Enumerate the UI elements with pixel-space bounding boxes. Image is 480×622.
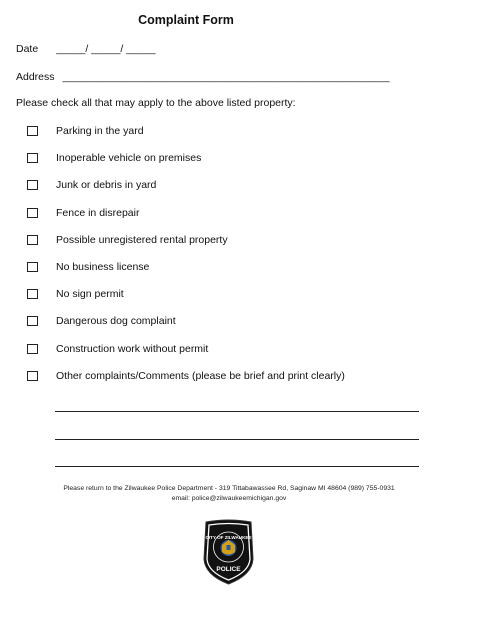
address-label: Address	[16, 71, 55, 83]
checkbox[interactable]	[27, 235, 38, 245]
date-field[interactable]: _____/ _____/ _____	[56, 43, 156, 55]
checklist-item[interactable]	[27, 314, 345, 341]
checklist-item[interactable]	[27, 233, 345, 260]
checklist-instructions: Please check all that may apply to the above listed property:	[16, 97, 296, 109]
checkbox[interactable]	[27, 344, 38, 354]
checklist-item[interactable]	[27, 178, 345, 205]
checklist-item[interactable]	[27, 206, 345, 233]
checkbox-label: Dangerous dog complaint	[56, 315, 176, 328]
checkbox[interactable]	[27, 126, 38, 136]
checkbox-label: No sign permit	[56, 288, 124, 301]
comment-line[interactable]	[55, 439, 419, 440]
checkbox-label: Other complaints/Comments (please be brief and print clearly)	[56, 369, 345, 382]
complaint-checklist	[27, 124, 345, 396]
date-label: Date	[16, 43, 39, 55]
checkbox[interactable]	[27, 262, 38, 272]
address-field[interactable]: ________________________________________________________	[62, 71, 390, 83]
checkbox-label: Fence in disrepair	[56, 206, 140, 219]
checkbox[interactable]	[27, 316, 38, 326]
checklist-item[interactable]	[27, 260, 345, 287]
checkbox-label: Construction work without permit	[56, 342, 209, 355]
checkbox-label: Parking in the yard	[56, 125, 144, 137]
checkbox-label: Inoperable vehicle on premises	[56, 152, 202, 165]
checkbox[interactable]	[27, 371, 38, 381]
checklist-item[interactable]	[27, 124, 345, 151]
checkbox[interactable]	[27, 180, 38, 190]
checklist-item[interactable]	[27, 151, 345, 178]
checkbox[interactable]	[27, 208, 38, 218]
comment-line[interactable]	[55, 466, 419, 467]
contact-email: email: police@zilwaukeemichigan.gov	[171, 495, 287, 502]
checkbox[interactable]	[27, 289, 38, 299]
checkbox-label: Junk or debris in yard	[56, 179, 157, 192]
checkbox[interactable]	[27, 153, 38, 163]
return-address: Please return to the Zilwaukee Police Department - 319 Tittabawassee Rd, Saginaw MI 48604 (989) 755-0931	[63, 485, 395, 492]
address-row	[16, 71, 390, 83]
checkbox-label: No business license	[56, 260, 150, 273]
checkbox-label: Possible unregistered rental property	[56, 233, 228, 246]
date-row	[16, 43, 155, 55]
checklist-item[interactable]	[27, 342, 345, 369]
police-badge-icon	[200, 519, 257, 586]
checklist-item[interactable]	[27, 287, 345, 314]
checklist-item[interactable]	[27, 369, 345, 396]
badge-bottom-text: POLICE	[216, 566, 241, 573]
badge-top-text: CITY OF ZILWAUKEE	[205, 535, 252, 540]
comment-line[interactable]	[55, 411, 419, 412]
form-title: Complaint Form	[138, 13, 234, 27]
